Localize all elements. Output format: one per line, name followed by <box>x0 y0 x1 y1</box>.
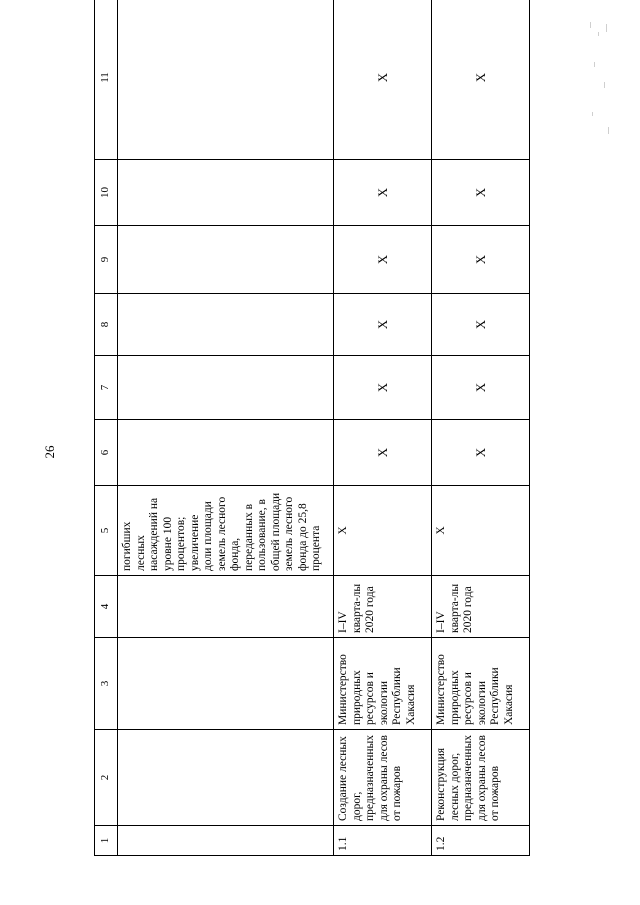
header-cell: 3 <box>95 638 118 730</box>
cell-col8 <box>118 294 334 356</box>
scan-artifact <box>586 22 616 142</box>
header-cell: 9 <box>95 226 118 294</box>
header-cell: 7 <box>95 356 118 420</box>
cell-col9: Х <box>334 226 432 294</box>
cell-activity: Создание лесных дорог, предназначенных для охраны лесов от пожаров <box>334 730 432 826</box>
table-row <box>432 0 530 856</box>
cell-col6: Х <box>334 420 432 486</box>
data-table <box>94 0 530 856</box>
cell-executor <box>118 638 334 730</box>
cell-col7 <box>118 356 334 420</box>
header-row <box>95 0 118 856</box>
cell-col8: Х <box>432 294 530 356</box>
header-cell: 8 <box>95 294 118 356</box>
cell-col6 <box>118 420 334 486</box>
rotated-table-container <box>94 72 566 856</box>
cell-col11: Х <box>334 0 432 160</box>
cell-col10 <box>118 160 334 226</box>
cell-number <box>118 826 334 856</box>
header-cell: 4 <box>95 576 118 638</box>
cell-col9: Х <box>432 226 530 294</box>
cell-col10: Х <box>432 160 530 226</box>
header-cell: 6 <box>95 420 118 486</box>
cell-number: 1.2 <box>432 826 530 856</box>
cell-col11 <box>118 0 334 160</box>
header-cell: 2 <box>95 730 118 826</box>
header-cell: 10 <box>95 160 118 226</box>
cell-executor: Министерство природных ресурсов и экологии Республики Хакасия <box>432 638 530 730</box>
cell-activity <box>118 730 334 826</box>
cell-executor: Министерство природных ресурсов и экологии Республики Хакасия <box>334 638 432 730</box>
cell-col7: Х <box>432 356 530 420</box>
table-row <box>118 0 334 856</box>
cell-col11: Х <box>432 0 530 160</box>
cell-col7: Х <box>334 356 432 420</box>
cell-period <box>118 576 334 638</box>
cell-number: 1.1 <box>334 826 432 856</box>
cell-col8: Х <box>334 294 432 356</box>
cell-result: Х <box>334 486 432 576</box>
page-number: 26 <box>42 445 57 459</box>
header-cell: 1 <box>95 826 118 856</box>
cell-result: погибших лесных насаждений на уровне 100 процентов; увеличение доли площади земель лесного фонда, переданных в пользование, в общей площади земель лесного фонда до 25,8 процента <box>118 486 334 576</box>
table-row <box>334 0 432 856</box>
cell-col9 <box>118 226 334 294</box>
cell-col6: Х <box>432 420 530 486</box>
cell-activity: Реконструкция лесных дорог, предназначенных для охраны лесов от пожаров <box>432 730 530 826</box>
cell-period: I–IV кварта-лы 2020 года <box>334 576 432 638</box>
header-cell: 11 <box>95 0 118 160</box>
cell-period: I–IV кварта-лы 2020 года <box>432 576 530 638</box>
cell-col10: Х <box>334 160 432 226</box>
cell-result: Х <box>432 486 530 576</box>
header-cell: 5 <box>95 486 118 576</box>
